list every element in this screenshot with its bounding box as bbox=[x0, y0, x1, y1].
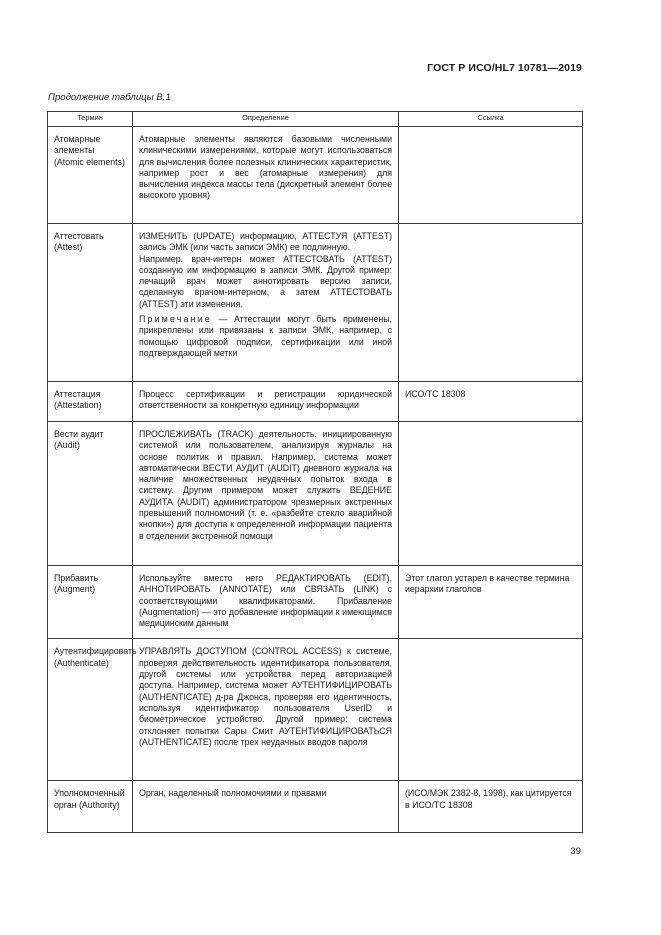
term-cell: Аттестация (Attestation) bbox=[48, 382, 133, 422]
definition-cell bbox=[133, 224, 399, 382]
terms-table bbox=[47, 111, 583, 833]
term-cell: Прибавить (Augment) bbox=[48, 566, 133, 639]
column-header-term: Термин bbox=[48, 112, 133, 127]
definition-cell: УПРАВЛЯТЬ ДОСТУПОМ (CONTROL ACCESS) к системе, проверяя действительность идентификатора пользователя, другой системы или устройства перед авторизацией доступа. Например, система может АУТЕНТИФИЦИРОВАТЬ (AUTHENTICATE) д-ра Джонса, проверяя его идентичность, используя идентификатор пользователя UserID и биометрическое устройство. Другой пример: система отклоняет попытки Сары Смит АУТЕНТИФИЦИРОВАТЬСЯ (AUTHENTICATE) после трех неудачных вводов пароля bbox=[133, 639, 399, 781]
table-row bbox=[48, 639, 583, 781]
definition-paragraph: ИЗМЕНИТЬ (UPDATE) информацию, АТТЕСТУЯ (ATTEST) запись ЭМК (или часть записи ЭМК) ее подлинную. bbox=[139, 231, 392, 253]
document-header: ГОСТ Р ИСО/HL7 10781—2019 bbox=[427, 62, 582, 74]
reference-cell bbox=[399, 422, 583, 566]
table-caption: Продолжение таблицы В.1 bbox=[48, 92, 171, 103]
note-text: — Аттестации могут быть применены, прикреплены или привязаны к записи ЭМК, например, с помощью цифровой подписи, сертификации или иной подтверждающей метки bbox=[139, 314, 392, 358]
term-cell: Вести аудит (Audit) bbox=[48, 422, 133, 566]
table-row bbox=[48, 422, 583, 566]
table-row bbox=[48, 781, 583, 833]
definition-cell: Орган, наделенный полномочиями и правами bbox=[133, 781, 399, 833]
definition-cell: Атомарные элементы являются базовыми численными клиническими измерениями, которые могут использоваться для вычисления более полезных клинических характеристик, например рост и вес (атомарные измерения) для вычисления индекса массы тела (дискретный элемент более высокого уровня) bbox=[133, 127, 399, 224]
term-cell: Атомарные элементы (Atomic elements) bbox=[48, 127, 133, 224]
table-row bbox=[48, 127, 583, 224]
reference-cell bbox=[399, 127, 583, 224]
definition-cell: Используйте вместо него РЕДАКТИРОВАТЬ (EDIT), АННОТИРОВАТЬ (ANNOTATE) или СВЯЗАТЬ (LINK) с соответствующими квалификаторами. Прибавление (Augmentation) — это добавление информации к имеющимся медицинским данным bbox=[133, 566, 399, 639]
reference-cell: Этот глагол устарел в качестве термина иерархии глаголов bbox=[399, 566, 583, 639]
reference-cell bbox=[399, 224, 583, 382]
definition-paragraph: Например, врач-интерн может АТТЕСТОВАТЬ (ATTEST) созданную им информацию в записи ЭМК. Другой пример: лечащий врач может аннотировать версию записи, сделанную врачом-интерном, а затем АТТЕСТОВАТЬ (ATTEST) эти изменения. bbox=[139, 253, 392, 309]
definition-note bbox=[139, 314, 392, 359]
page-number: 39 bbox=[570, 846, 581, 857]
term-cell: Аттестовать (Attest) bbox=[48, 224, 133, 382]
table-row bbox=[48, 382, 583, 422]
reference-cell: (ИСО/МЭК 2382-8, 1998), как цитируется в ИСО/ТС 18308 bbox=[399, 781, 583, 833]
column-header-definition: Определение bbox=[133, 112, 399, 127]
term-cell: Аутентифицировать (Authenticate) bbox=[48, 639, 133, 781]
note-label: Примечание bbox=[139, 314, 212, 325]
definition-cell: ПРОСЛЕЖИВАТЬ (TRACK) деятельность, инициированную системой или пользователем, анализируя журналы на основе политик и правил. Например, система может автоматически ВЕСТИ АУДИТ (AUDIT) дневного журнала на наличие множественных неудачных попыток входа в систему. Другим примером может служить ВЕДЕНИЕ АУДИТА (AUDIT) администратором чрезмерных экстренных превышений полномочий (т. е. «разбейте стекло аварийной кнопки») для доступа к определенной информации пациента в отделении экстренной помощи bbox=[133, 422, 399, 566]
reference-cell: ИСО/ТС 18308 bbox=[399, 382, 583, 422]
column-header-reference: Ссылка bbox=[399, 112, 583, 127]
table-row bbox=[48, 224, 583, 382]
definition-cell: Процесс сертификации и регистрации юридической ответственности за конкретную единицу информации bbox=[133, 382, 399, 422]
table-header-row bbox=[48, 112, 583, 127]
reference-cell bbox=[399, 639, 583, 781]
table-row bbox=[48, 566, 583, 639]
term-cell: Уполномоченный орган (Authority) bbox=[48, 781, 133, 833]
